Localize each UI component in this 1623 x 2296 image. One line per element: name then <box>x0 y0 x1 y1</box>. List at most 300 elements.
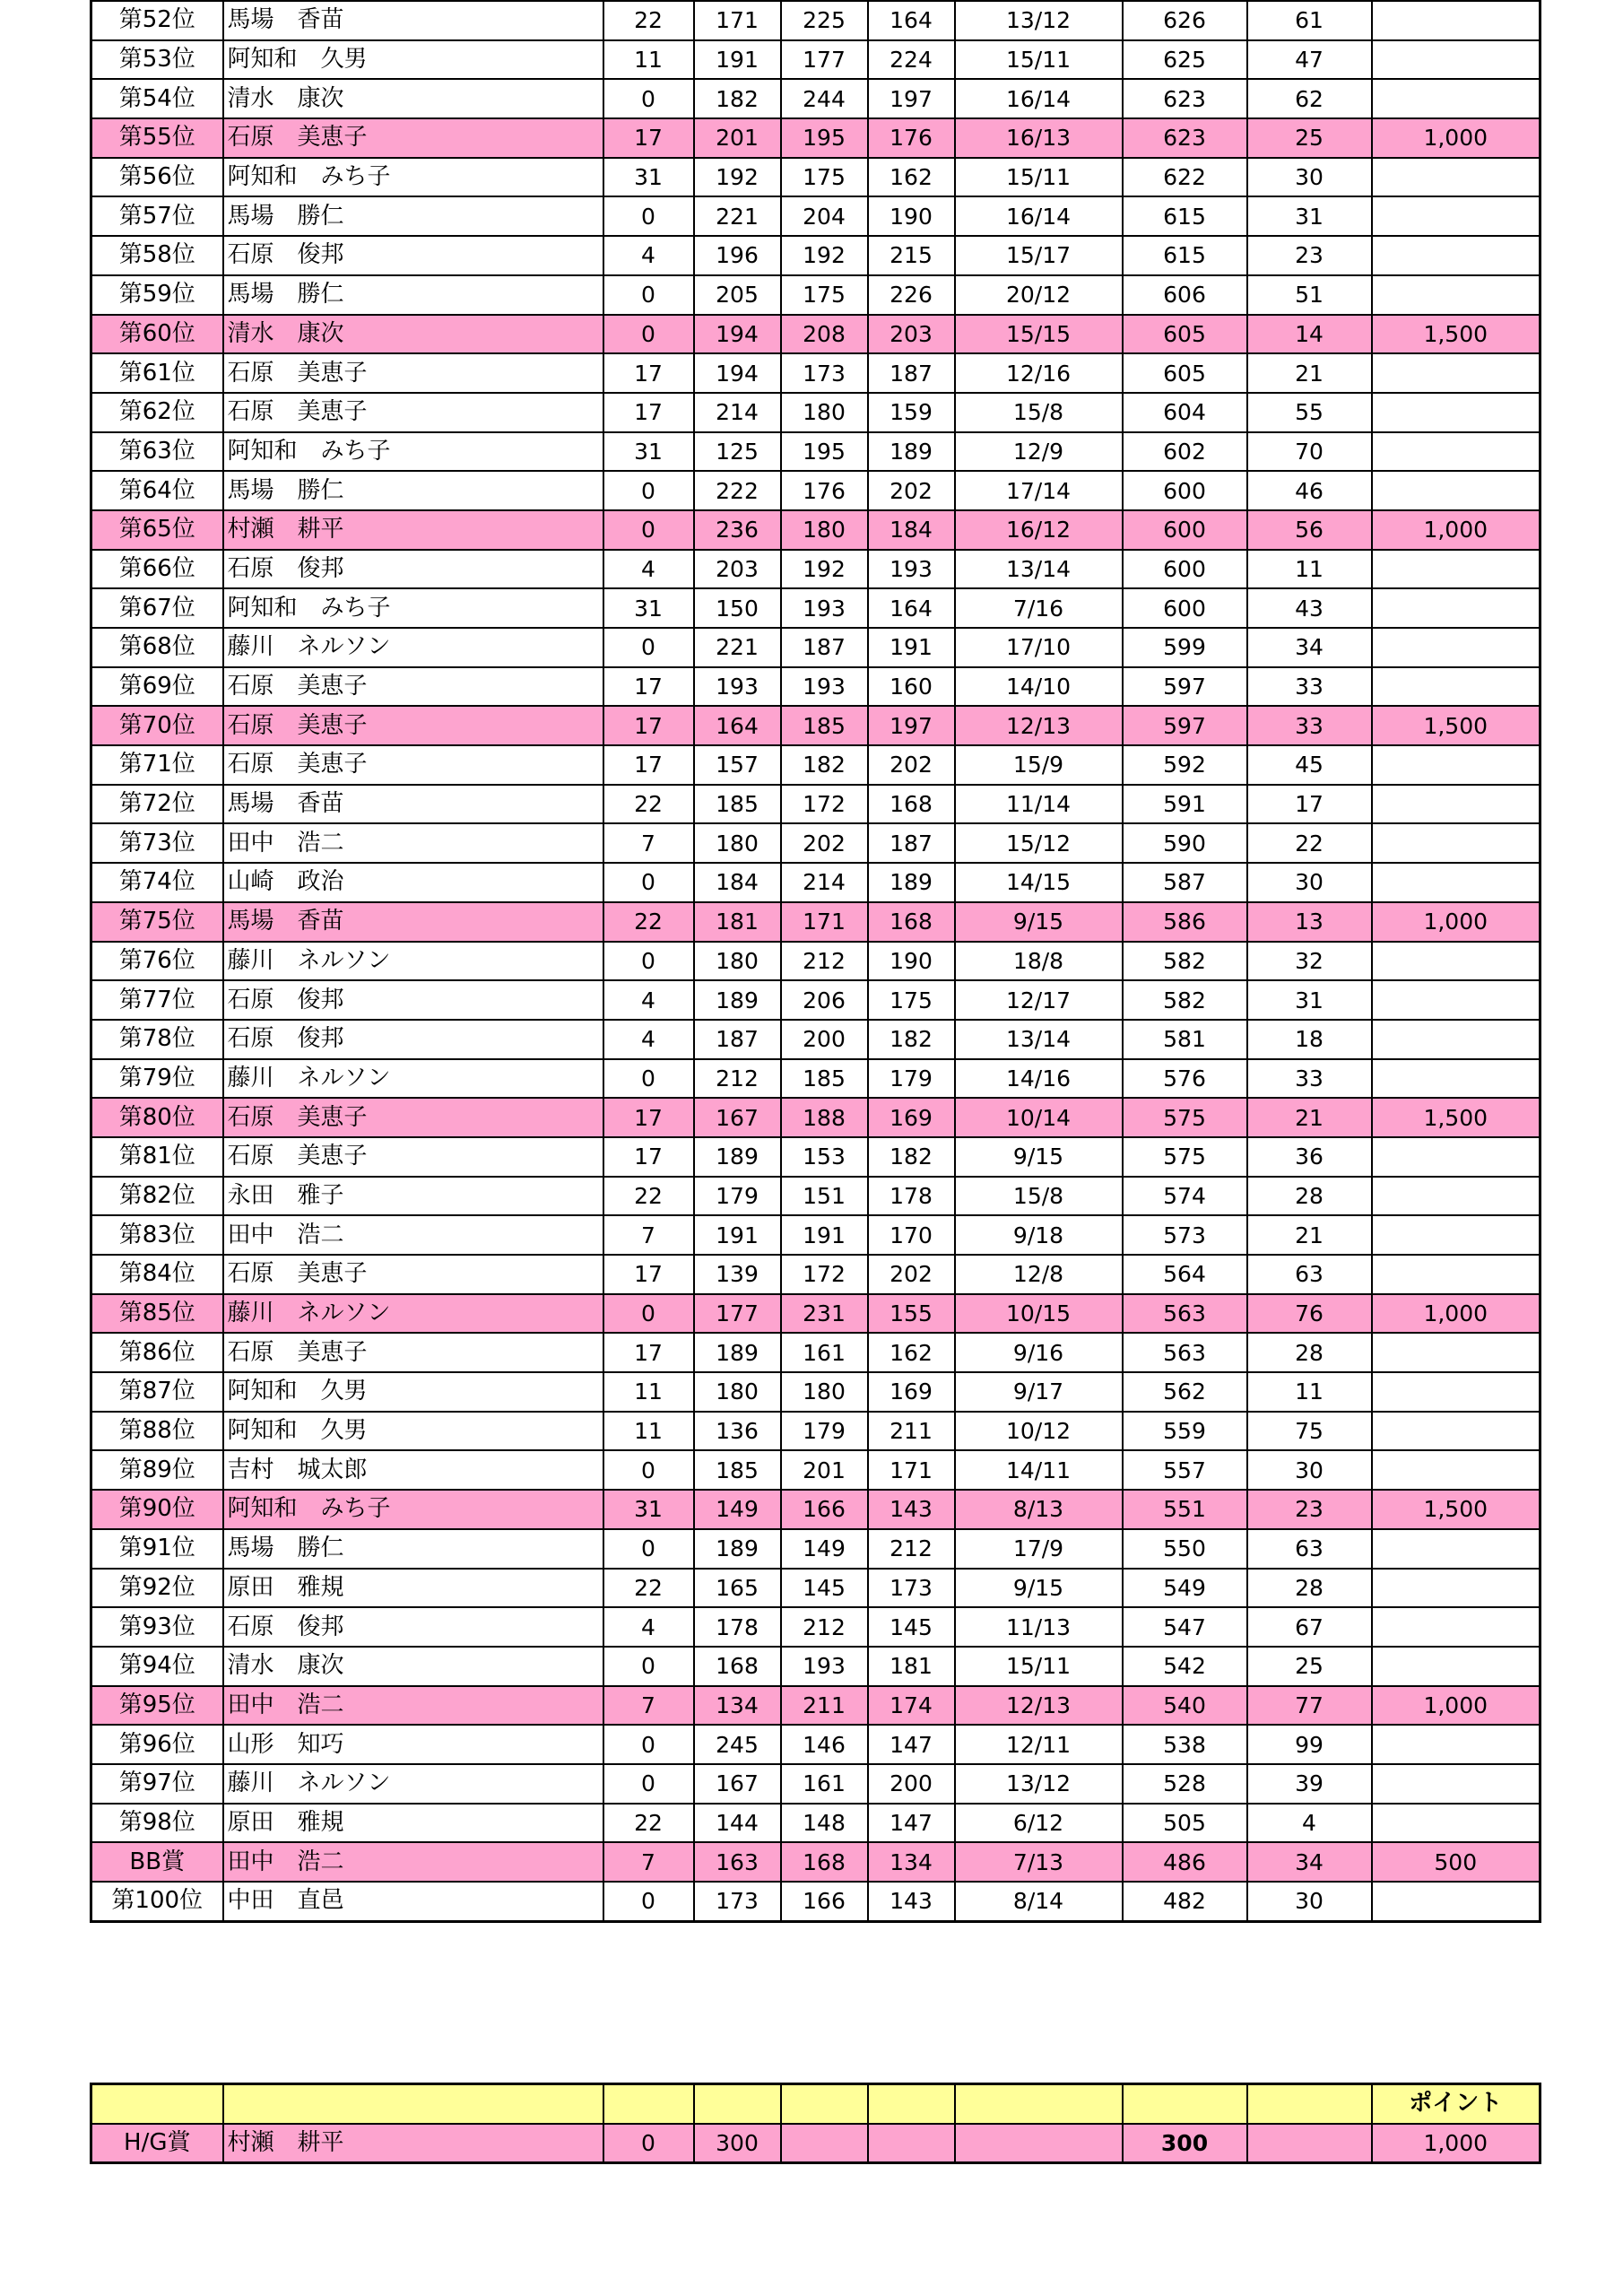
player-name: 石原 俊邦 <box>223 980 603 1020</box>
game2-cell: 172 <box>781 785 868 824</box>
rank-cell: 第54位 <box>91 79 223 118</box>
rank-cell: 第52位 <box>91 1 223 40</box>
table-row <box>91 236 1541 275</box>
game2-cell: 148 <box>781 1804 868 1843</box>
game2-cell: 208 <box>781 315 868 354</box>
game3-cell: 189 <box>868 432 955 472</box>
game1-cell: 191 <box>694 1215 781 1255</box>
total-cell: 540 <box>1123 1686 1247 1726</box>
strikes-cell: 14/15 <box>955 863 1123 902</box>
player-name: 石原 美恵子 <box>223 1333 603 1372</box>
prize-cell <box>1372 1215 1541 1255</box>
rank-cell: 第70位 <box>91 706 223 745</box>
game2-cell: 151 <box>781 1177 868 1216</box>
game3-cell: 178 <box>868 1177 955 1216</box>
game3-cell: 187 <box>868 353 955 393</box>
rank-cell: 第56位 <box>91 158 223 197</box>
rank-cell: 第86位 <box>91 1333 223 1372</box>
game2-cell: 195 <box>781 432 868 472</box>
handicap-cell: 17 <box>603 393 694 432</box>
total-cell: 591 <box>1123 785 1247 824</box>
game3-cell: 224 <box>868 40 955 80</box>
game2-cell: 244 <box>781 79 868 118</box>
player-name: 原田 雅規 <box>223 1569 603 1608</box>
game3-cell: 143 <box>868 1882 955 1921</box>
table-row <box>91 745 1541 785</box>
total-cell: 482 <box>1123 1882 1247 1921</box>
game1-cell: 222 <box>694 471 781 510</box>
handicap-cell: 0 <box>603 628 694 667</box>
prize-cell <box>1372 275 1541 315</box>
player-name: 田中 浩二 <box>223 1842 603 1882</box>
table-row <box>91 1490 1541 1529</box>
player-name: 石原 俊邦 <box>223 236 603 275</box>
game2-cell: 168 <box>781 1842 868 1882</box>
game3-cell: 197 <box>868 79 955 118</box>
prize-cell: 500 <box>1372 1842 1541 1882</box>
strikes-cell: 12/11 <box>955 1725 1123 1764</box>
game2-cell: 193 <box>781 588 868 628</box>
game1-cell: 157 <box>694 745 781 785</box>
game1-cell: 201 <box>694 118 781 158</box>
total-cell: 563 <box>1123 1294 1247 1334</box>
total-cell: 300 <box>1123 2124 1247 2163</box>
award-table <box>90 2083 1541 2164</box>
prize-cell <box>1372 980 1541 1020</box>
game2-cell: 175 <box>781 158 868 197</box>
total-cell: 597 <box>1123 706 1247 745</box>
strikes-cell: 12/13 <box>955 706 1123 745</box>
score-diff-cell: 28 <box>1247 1569 1372 1608</box>
score-diff-cell: 30 <box>1247 158 1372 197</box>
table-row <box>91 432 1541 472</box>
strikes-cell: 13/12 <box>955 1 1123 40</box>
table-row <box>91 79 1541 118</box>
prize-cell <box>1372 1804 1541 1843</box>
total-cell: 606 <box>1123 275 1247 315</box>
total-cell: 626 <box>1123 1 1247 40</box>
handicap-cell: 11 <box>603 1412 694 1451</box>
rank-cell: 第95位 <box>91 1686 223 1726</box>
game3-cell: 226 <box>868 275 955 315</box>
prize-cell: 1,000 <box>1372 1686 1541 1726</box>
total-cell: 615 <box>1123 236 1247 275</box>
game2-cell: 231 <box>781 1294 868 1334</box>
player-name: 阿知和 みち子 <box>223 588 603 628</box>
handicap-cell: 11 <box>603 40 694 80</box>
player-name: 阿知和 みち子 <box>223 1490 603 1529</box>
total-cell: 551 <box>1123 1490 1247 1529</box>
game2-cell: 182 <box>781 745 868 785</box>
game1-cell: 167 <box>694 1098 781 1137</box>
prize-cell <box>1372 823 1541 863</box>
table-row <box>91 158 1541 197</box>
game2-cell: 185 <box>781 1059 868 1099</box>
score-diff-cell: 28 <box>1247 1177 1372 1216</box>
handicap-cell: 17 <box>603 706 694 745</box>
player-name: 馬場 勝仁 <box>223 471 603 510</box>
handicap-cell: 4 <box>603 1020 694 1059</box>
table-row <box>91 1372 1541 1412</box>
player-name: 石原 美恵子 <box>223 667 603 707</box>
player-name: 馬場 勝仁 <box>223 1529 603 1569</box>
game3-cell: 173 <box>868 1569 955 1608</box>
player-name: 石原 美恵子 <box>223 353 603 393</box>
handicap-cell: 4 <box>603 236 694 275</box>
strikes-cell: 15/11 <box>955 40 1123 80</box>
prize-cell <box>1372 158 1541 197</box>
prize-cell: 1,500 <box>1372 706 1541 745</box>
total-cell: 586 <box>1123 902 1247 942</box>
prize-cell <box>1372 79 1541 118</box>
strikes-cell: 10/15 <box>955 1294 1123 1334</box>
strikes-cell: 12/9 <box>955 432 1123 472</box>
handicap-cell: 31 <box>603 432 694 472</box>
strikes-cell: 15/11 <box>955 158 1123 197</box>
score-diff-cell: 11 <box>1247 550 1372 589</box>
table-row <box>91 667 1541 707</box>
rank-cell: 第100位 <box>91 1882 223 1921</box>
handicap-cell: 7 <box>603 1842 694 1882</box>
prize-cell: 1,500 <box>1372 315 1541 354</box>
game1-cell: 212 <box>694 1059 781 1099</box>
player-name: 田中 浩二 <box>223 823 603 863</box>
game3-cell: 170 <box>868 1215 955 1255</box>
prize-cell <box>1372 40 1541 80</box>
game1-cell: 184 <box>694 863 781 902</box>
total-cell: 602 <box>1123 432 1247 472</box>
handicap-cell: 17 <box>603 1255 694 1294</box>
score-diff-cell: 22 <box>1247 823 1372 863</box>
player-name: 村瀬 耕平 <box>223 2124 603 2163</box>
total-cell: 550 <box>1123 1529 1247 1569</box>
handicap-cell: 17 <box>603 118 694 158</box>
prize-cell <box>1372 785 1541 824</box>
prize-cell: 1,500 <box>1372 1098 1541 1137</box>
strikes-cell: 9/15 <box>955 1569 1123 1608</box>
handicap-cell: 31 <box>603 158 694 197</box>
total-cell: 581 <box>1123 1020 1247 1059</box>
prize-cell <box>1372 863 1541 902</box>
game2-cell: 192 <box>781 236 868 275</box>
table-row <box>91 315 1541 354</box>
total-cell: 559 <box>1123 1412 1247 1451</box>
total-cell: 600 <box>1123 510 1247 550</box>
score-diff-cell: 30 <box>1247 1882 1372 1921</box>
game1-cell: 185 <box>694 785 781 824</box>
player-name: 石原 俊邦 <box>223 550 603 589</box>
table-row <box>91 980 1541 1020</box>
table-row <box>91 1255 1541 1294</box>
handicap-cell: 7 <box>603 1686 694 1726</box>
rank-cell: 第64位 <box>91 471 223 510</box>
game1-cell: 236 <box>694 510 781 550</box>
table-row <box>91 40 1541 80</box>
score-diff-cell: 43 <box>1247 588 1372 628</box>
score-diff-cell: 77 <box>1247 1686 1372 1726</box>
prize-cell <box>1372 471 1541 510</box>
game3-cell: 155 <box>868 1294 955 1334</box>
handicap-cell: 17 <box>603 1137 694 1177</box>
strikes-cell: 15/8 <box>955 1177 1123 1216</box>
rank-cell: 第98位 <box>91 1804 223 1843</box>
strikes-cell: 14/11 <box>955 1450 1123 1490</box>
total-cell: 575 <box>1123 1137 1247 1177</box>
handicap-cell: 22 <box>603 1804 694 1843</box>
handicap-cell: 11 <box>603 1372 694 1412</box>
player-name: 阿知和 みち子 <box>223 432 603 472</box>
strikes-cell: 8/13 <box>955 1490 1123 1529</box>
game2-cell: 204 <box>781 196 868 236</box>
game2-cell: 187 <box>781 628 868 667</box>
player-name: 原田 雅規 <box>223 1804 603 1843</box>
strikes-cell: 16/13 <box>955 118 1123 158</box>
total-cell: 600 <box>1123 550 1247 589</box>
rank-cell: 第89位 <box>91 1450 223 1490</box>
score-diff-cell: 47 <box>1247 40 1372 80</box>
game3-cell: 162 <box>868 158 955 197</box>
handicap-cell: 22 <box>603 785 694 824</box>
game2-cell: 175 <box>781 275 868 315</box>
game1-cell: 189 <box>694 1137 781 1177</box>
rank-cell: 第58位 <box>91 236 223 275</box>
handicap-cell: 0 <box>603 1294 694 1334</box>
prize-cell <box>1372 393 1541 432</box>
table-row <box>91 1215 1541 1255</box>
rank-cell: 第87位 <box>91 1372 223 1412</box>
prize-cell <box>1372 1764 1541 1804</box>
strikes-cell: 18/8 <box>955 942 1123 981</box>
handicap-cell: 0 <box>603 2124 694 2163</box>
game1-cell: 171 <box>694 1 781 40</box>
game1-cell: 136 <box>694 1412 781 1451</box>
player-name: 村瀬 耕平 <box>223 510 603 550</box>
score-diff-cell: 25 <box>1247 118 1372 158</box>
game3-cell: 169 <box>868 1098 955 1137</box>
rank-cell: 第67位 <box>91 588 223 628</box>
total-cell: 562 <box>1123 1372 1247 1412</box>
total-cell: 505 <box>1123 1804 1247 1843</box>
table-row <box>91 706 1541 745</box>
rank-cell: 第74位 <box>91 863 223 902</box>
score-diff-cell: 21 <box>1247 1215 1372 1255</box>
game2-cell: 180 <box>781 1372 868 1412</box>
rank-cell: 第75位 <box>91 902 223 942</box>
header-cell <box>91 2084 223 2124</box>
game3-cell: 202 <box>868 745 955 785</box>
header-cell <box>868 2084 955 2124</box>
score-diff-cell: 46 <box>1247 471 1372 510</box>
player-name: 石原 美恵子 <box>223 1255 603 1294</box>
player-name: 馬場 香苗 <box>223 902 603 942</box>
table-row <box>91 510 1541 550</box>
strikes-cell: 9/15 <box>955 1137 1123 1177</box>
table-row <box>91 863 1541 902</box>
player-name: 田中 浩二 <box>223 1215 603 1255</box>
strikes-cell: 13/14 <box>955 550 1123 589</box>
game1-cell: 177 <box>694 1294 781 1334</box>
score-diff-cell: 51 <box>1247 275 1372 315</box>
strikes-cell: 11/13 <box>955 1607 1123 1647</box>
total-cell: 587 <box>1123 863 1247 902</box>
points-header: ポイント <box>1372 2084 1541 2124</box>
rank-cell: 第82位 <box>91 1177 223 1216</box>
total-cell: 486 <box>1123 1842 1247 1882</box>
game1-cell: 193 <box>694 667 781 707</box>
score-diff-cell: 31 <box>1247 980 1372 1020</box>
empty-cell <box>955 2124 1123 2163</box>
game1-cell: 165 <box>694 1569 781 1608</box>
score-diff-cell: 23 <box>1247 236 1372 275</box>
game1-cell: 168 <box>694 1647 781 1686</box>
strikes-cell: 15/8 <box>955 393 1123 432</box>
strikes-cell: 15/9 <box>955 745 1123 785</box>
handicap-cell: 17 <box>603 1333 694 1372</box>
player-name: 阿知和 久男 <box>223 1372 603 1412</box>
table-row <box>91 1569 1541 1608</box>
rank-cell: 第63位 <box>91 432 223 472</box>
header-cell <box>223 2084 603 2124</box>
game3-cell: 202 <box>868 471 955 510</box>
strikes-cell: 17/14 <box>955 471 1123 510</box>
game3-cell: 164 <box>868 588 955 628</box>
score-diff-cell: 11 <box>1247 1372 1372 1412</box>
strikes-cell: 12/13 <box>955 1686 1123 1726</box>
handicap-cell: 22 <box>603 1569 694 1608</box>
prize-cell <box>1372 1020 1541 1059</box>
game3-cell: 168 <box>868 902 955 942</box>
score-diff-cell: 25 <box>1247 1647 1372 1686</box>
total-cell: 605 <box>1123 315 1247 354</box>
score-diff-cell: 62 <box>1247 79 1372 118</box>
table-row <box>91 393 1541 432</box>
strikes-cell: 15/15 <box>955 315 1123 354</box>
strikes-cell: 13/12 <box>955 1764 1123 1804</box>
player-name: 石原 美恵子 <box>223 1098 603 1137</box>
game2-cell: 202 <box>781 823 868 863</box>
game1-cell: 245 <box>694 1725 781 1764</box>
game3-cell: 159 <box>868 393 955 432</box>
prize-cell <box>1372 1372 1541 1412</box>
prize-cell <box>1372 432 1541 472</box>
table-row <box>91 1882 1541 1921</box>
ranking-table <box>90 0 1541 1923</box>
rank-cell: 第60位 <box>91 315 223 354</box>
game3-cell: 179 <box>868 1059 955 1099</box>
handicap-cell: 0 <box>603 942 694 981</box>
game2-cell: 212 <box>781 1607 868 1647</box>
handicap-cell: 7 <box>603 1215 694 1255</box>
header-cell <box>603 2084 694 2124</box>
prize-cell <box>1372 667 1541 707</box>
game1-cell: 191 <box>694 40 781 80</box>
handicap-cell: 0 <box>603 1450 694 1490</box>
game2-cell: 145 <box>781 1569 868 1608</box>
prize-cell <box>1372 1255 1541 1294</box>
game1-cell: 221 <box>694 628 781 667</box>
handicap-cell: 22 <box>603 902 694 942</box>
rank-cell: 第96位 <box>91 1725 223 1764</box>
header-cell <box>694 2084 781 2124</box>
game2-cell: 214 <box>781 863 868 902</box>
strikes-cell: 17/10 <box>955 628 1123 667</box>
game2-cell: 166 <box>781 1882 868 1921</box>
strikes-cell: 13/14 <box>955 1020 1123 1059</box>
total-cell: 605 <box>1123 353 1247 393</box>
table-row <box>91 1412 1541 1451</box>
table-row <box>91 1 1541 40</box>
table-row <box>91 1686 1541 1726</box>
prize-cell <box>1372 1 1541 40</box>
table-row <box>91 1725 1541 1764</box>
total-cell: 590 <box>1123 823 1247 863</box>
handicap-cell: 0 <box>603 471 694 510</box>
game1-cell: 221 <box>694 196 781 236</box>
prize-cell <box>1372 1607 1541 1647</box>
player-name: 石原 美恵子 <box>223 745 603 785</box>
score-diff-cell: 30 <box>1247 863 1372 902</box>
game2-cell: 176 <box>781 471 868 510</box>
game1-cell: 189 <box>694 980 781 1020</box>
game1-cell: 180 <box>694 823 781 863</box>
total-cell: 573 <box>1123 1215 1247 1255</box>
score-diff-cell: 21 <box>1247 353 1372 393</box>
game3-cell: 181 <box>868 1647 955 1686</box>
table-row <box>91 823 1541 863</box>
score-diff-cell: 14 <box>1247 315 1372 354</box>
player-name: 石原 美恵子 <box>223 1137 603 1177</box>
rank-cell: 第78位 <box>91 1020 223 1059</box>
handicap-cell: 0 <box>603 1059 694 1099</box>
table-row <box>91 471 1541 510</box>
total-cell: 528 <box>1123 1764 1247 1804</box>
player-name: 阿知和 久男 <box>223 1412 603 1451</box>
score-diff-cell: 67 <box>1247 1607 1372 1647</box>
rank-cell: 第59位 <box>91 275 223 315</box>
prize-cell: 1,500 <box>1372 1490 1541 1529</box>
player-name: 石原 美恵子 <box>223 393 603 432</box>
score-diff-cell: 30 <box>1247 1450 1372 1490</box>
game3-cell: 184 <box>868 510 955 550</box>
score-diff-cell: 61 <box>1247 1 1372 40</box>
header-cell <box>1247 2084 1372 2124</box>
game3-cell: 171 <box>868 1450 955 1490</box>
player-name: 清水 康次 <box>223 79 603 118</box>
rank-cell: 第57位 <box>91 196 223 236</box>
strikes-cell: 15/17 <box>955 236 1123 275</box>
score-diff-cell: 39 <box>1247 1764 1372 1804</box>
game3-cell: 162 <box>868 1333 955 1372</box>
player-name: 吉村 城太郎 <box>223 1450 603 1490</box>
handicap-cell: 0 <box>603 863 694 902</box>
strikes-cell: 16/14 <box>955 196 1123 236</box>
total-cell: 574 <box>1123 1177 1247 1216</box>
table-row <box>91 118 1541 158</box>
header-cell <box>1123 2084 1247 2124</box>
total-cell: 592 <box>1123 745 1247 785</box>
score-diff-cell: 32 <box>1247 942 1372 981</box>
prize-cell: 1,000 <box>1372 510 1541 550</box>
handicap-cell: 22 <box>603 1177 694 1216</box>
game3-cell: 168 <box>868 785 955 824</box>
prize-cell <box>1372 550 1541 589</box>
prize-cell <box>1372 1333 1541 1372</box>
game3-cell: 193 <box>868 550 955 589</box>
game1-cell: 182 <box>694 79 781 118</box>
rank-cell: 第90位 <box>91 1490 223 1529</box>
rank-cell: 第66位 <box>91 550 223 589</box>
game3-cell: 211 <box>868 1412 955 1451</box>
